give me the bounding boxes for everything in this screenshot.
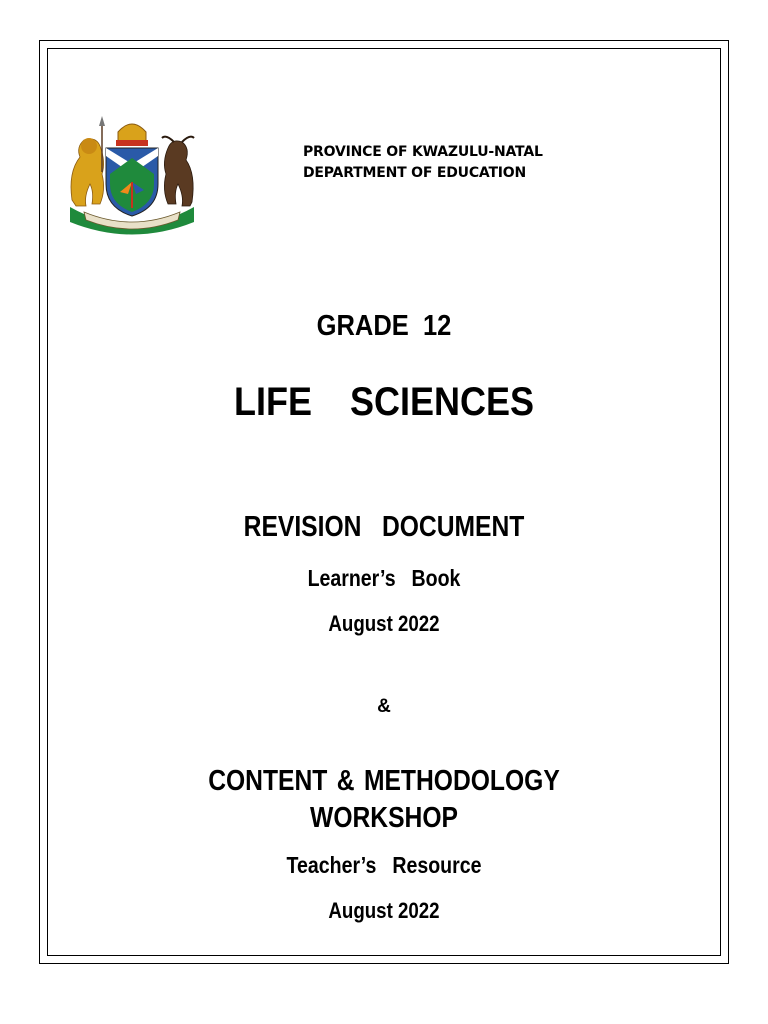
workshop-heading [58,763,711,837]
grade-title: GRADE 12 [316,310,452,342]
department-line: DEPARTMENT OF EDUCATION [303,165,527,181]
teachers-resource-subtitle: Teacher’s Resource [286,852,482,878]
workshop-heading-line2: WORKSHOP [310,802,458,834]
learners-book-subtitle: Learner’s Book [307,565,461,591]
subject-title: LIFE SCIENCES [233,380,535,424]
province-line: PROVINCE OF KWAZULU-NATAL [303,144,543,160]
workshop-heading-line1: CONTENT & METHODOLOGY [208,765,560,797]
coat-of-arms-icon [62,112,202,237]
department-header [303,142,543,184]
revision-heading: REVISION DOCUMENT [243,511,525,543]
revision-date: August 2022 [328,611,440,636]
workshop-date: August 2022 [328,898,440,923]
ampersand-separator: & [377,696,391,717]
